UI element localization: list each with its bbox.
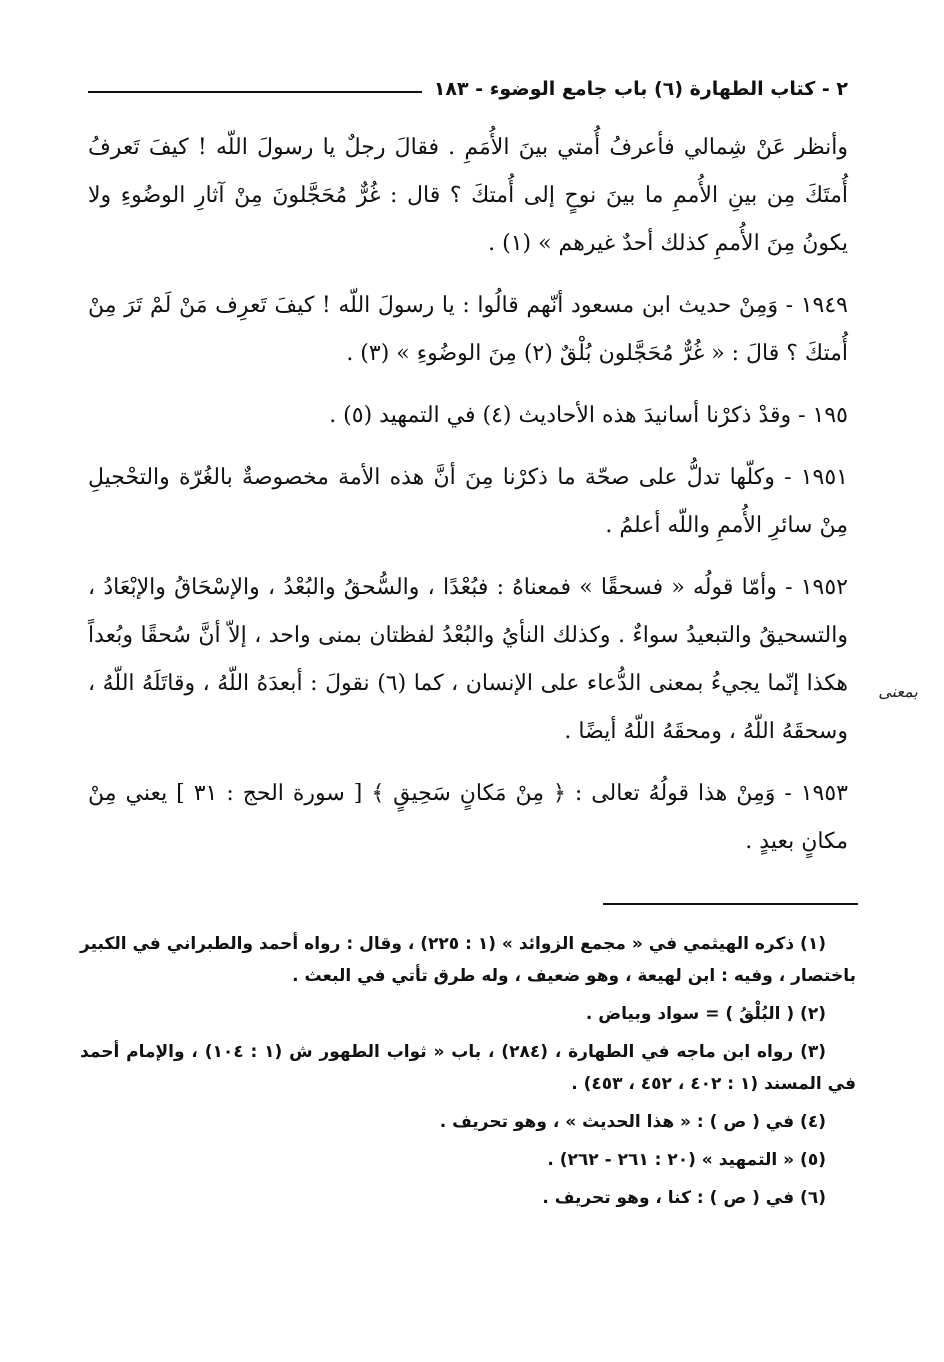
paragraph-1951: ١٩٥١ - وكلّها تدلُّ على صحّة ما ذكرْنا مِنَ أنَّ هذه الأمة مخصوصةٌ بالغُرّة والتحْجيلِ مِنْ سائرِ الأُممِ واللّه أعلمُ .: [88, 465, 848, 538]
running-header-title: ٢ - كتاب الطهارة (٦) باب جامع الوضوء - ١٨٣: [433, 78, 848, 100]
paragraph-1949: ١٩٤٩ - وَمِنْ حديث ابن مسعود أنّهم قالُوا : يا رسولَ اللّه ! كيفَ تَعرِف مَنْ لَمْ تَرَ مِنْ أُمتكَ ؟ قالَ : « غُرٌّ مُحَجَّلون بُلْقٌ (٢) مِنَ الوضُوءِ » (٣) .: [88, 293, 848, 366]
paragraph-1952: ١٩٥٢ - وأمّا قولُه « فسحقًا » فمعناهُ : فبُعْدًا ، والسُّحقُ والبُعْدُ ، والإسْحَاقُ والإبْعَادُ ، والتسحيقُ والتبعيدُ سواءٌ . وكذلك النأيُ والبُعْدُ لفظتان بمنى واحد ، إلاّ أنَّ سُحقًا وبُعداً هكذا إنّما يجيءُ بمعنى الدُّعاء على الإنسان ، كما (٦) نقولَ : أبعدَهُ اللّهُ ، وقاتَلَهُ اللّهُ ، وسحقَهُ اللّهُ ، ومحقَهُ اللّهُ أيضًا .: [88, 575, 848, 744]
footnote-separator: [603, 903, 858, 905]
paragraph-1953: ١٩٥٣ - وَمِنْ هذا قولُهُ تعالى : ﴿ مِنْ مَكانٍ سَحِيقٍ ﴾ [ سورة الحج : ٣١ ] يعني مِنْ مكانٍ بعيدٍ .: [88, 781, 848, 854]
footnote-6: (٦) في ( ص ) : كنا ، وهو تحريف .: [542, 1188, 826, 1208]
page-header: [88, 74, 848, 104]
paragraph-continuation: وأنظر عَنْ شِمالي فأعرفُ أُمتي بينَ الأُمَمِ . فقالَ رجلٌ يا رسولَ اللّه ! كيفَ تَعرفُ أُمتَكَ مِن بينِ الأُممِ ما بينَ نوحٍ إلى أُمتكَ ؟ قال : غُرٌّ مُحَجَّلونَ مِنْ آثارِ الوضُوءِ ولا يكونُ مِنَ الأُممِ كذلك أحدٌ غيرهم » (١) .: [88, 135, 848, 256]
footnote-3: (٣) رواه ابن ماجه في الطهارة ، (٢٨٤) ، باب « ثواب الطهور ش (١ : ١٠٤) ، والإمام أحمد في المسند (١ : ٤٠٢ ، ٤٥٢ ، ٤٥٣) .: [80, 1042, 856, 1094]
footnote-1: (١) ذكره الهيثمي في « مجمع الزوائد » (١ : ٢٢٥) ، وقال : رواه أحمد والطبراني في الكبير باختصار ، وفيه : ابن لهيعة ، وهو ضعيف ، وله طرق تأتي في البعث .: [80, 934, 856, 986]
paragraph-1950: ١٩٥ - وقدْ ذكرْنا أسانيدَ هذه الأحاديث (٤) في التمهيد (٥) .: [329, 403, 848, 428]
footnote-2: (٢) ( البُلْقُ ) = سواد وبياض .: [585, 1004, 826, 1024]
handwritten-margin-note: بمعنى: [878, 682, 918, 701]
header-rule: [88, 91, 422, 93]
footnote-4: (٤) في ( ص ) : « هذا الحديث » ، وهو تحريف .: [439, 1112, 826, 1132]
footnotes: [80, 928, 856, 1220]
footnote-5: (٥) « التمهيد » (٢٠ : ٢٦١ - ٢٦٢) .: [547, 1150, 826, 1170]
main-text: [88, 124, 848, 880]
